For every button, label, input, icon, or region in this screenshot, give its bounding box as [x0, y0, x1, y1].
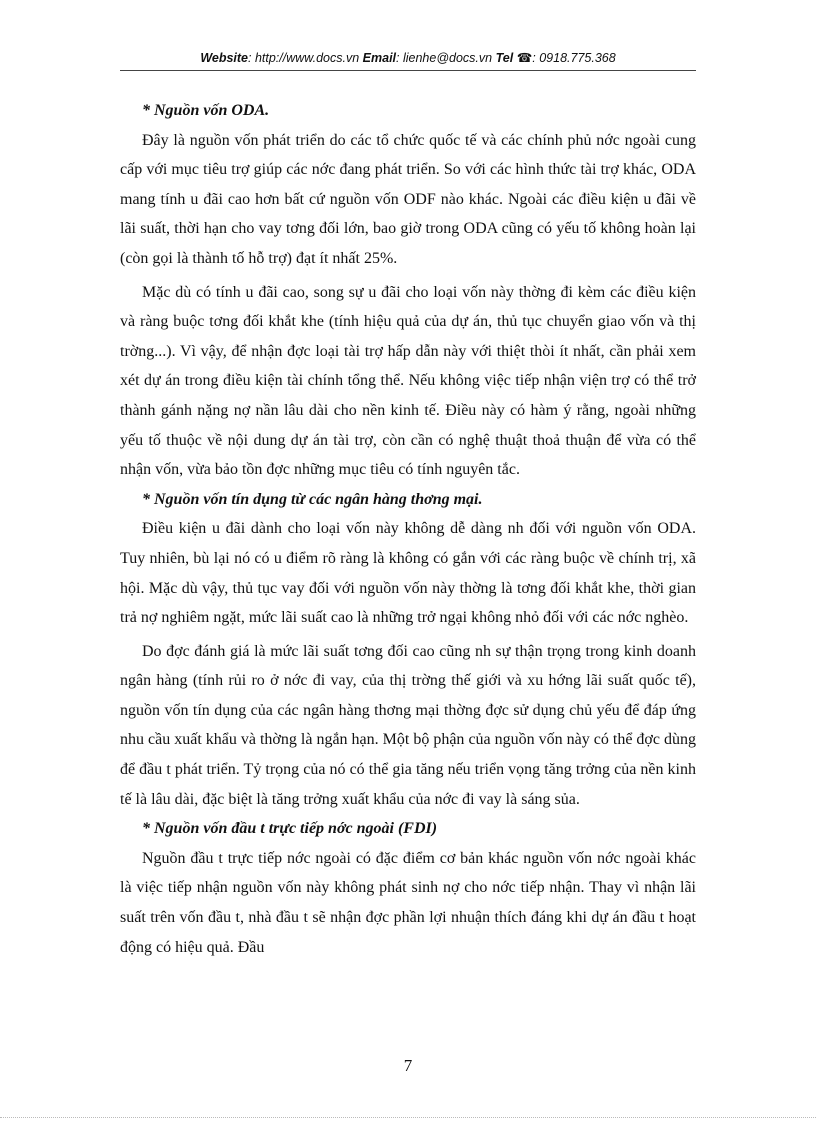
- tel-label: Tel: [495, 51, 514, 65]
- paragraph-commercial-conditions: Điều kiện u đãi dành cho loại vốn này không dễ dàng nh đối với nguồn vốn ODA. Tuy nhiên, bù lại nó có u điểm rõ ràng là không có gắn với các ràng buộc về chính trị, xã hội. Mặc dù vậy, thủ tục vay đối với nguồn vốn này thờng là tơng đối khắt khe, thời gian trả nợ nghiêm ngặt, mức lãi suất cao là những trở ngại không nhỏ đối với các nớc nghèo.: [120, 520, 696, 627]
- email-label: Email: [362, 51, 397, 65]
- tel-value: : 0918.775.368: [532, 51, 616, 65]
- paragraph-fdi: Nguồn đầu t trực tiếp nớc ngoài có đặc điểm cơ bản khác nguồn vốn nớc ngoài khác là việc tiếp nhận nguồn vốn này không phát sinh nợ cho nớc tiếp nhận. Thay vì nhận lãi suất trên vốn đầu t, nhà đầu t sẽ nhận đợc phần lợi nhuận thích đáng khi dự án đầu t hoạt động có hiệu quả. Đầu: [120, 849, 696, 956]
- email-value: : lienhe@docs.vn: [396, 51, 493, 65]
- heading-fdi: * Nguồn vốn đầu t trực tiếp nớc ngoài (FDI): [142, 820, 438, 838]
- heading-oda: * Nguồn vốn ODA.: [142, 102, 270, 119]
- heading-commercial-bank-credit: * Nguồn vốn tín dụng từ các ngân hàng thơng mại.: [142, 490, 483, 508]
- page-bottom-border: [0, 1117, 816, 1118]
- document-body: [120, 96, 696, 962]
- phone-icon: ☎: [516, 51, 533, 65]
- paragraph-oda-definition: Đây là nguồn vốn phát triển do các tổ chức quốc tế và các chính phủ nớc ngoài cung cấp với mục tiêu trợ giúp các nớc đang phát triển. So với các hình thức tài trợ khác, ODA mang tính u đãi cao hơn bất cứ nguồn vốn ODF nào khác. Ngoài các điều kiện u đãi về lãi suất, thời hạn cho vay tơng đối lớn, bao giờ trong ODA cũng có yếu tố không hoàn lại (còn gọi là thành tố hỗ trợ) đạt ít nhất 25%.: [120, 131, 696, 267]
- paragraph-commercial-usage: Do đợc đánh giá là mức lãi suất tơng đối cao cũng nh sự thận trọng trong kinh doanh ngân hàng (tính rủi ro ở nớc đi vay, của thị trờng thế giới và xu hớng lãi suất quốc tế), nguồn vốn tín dụng của các ngân hàng thơng mại thờng đợc sử dụng chủ yếu để đáp ứng nhu cầu xuất khẩu và thờng là ngắn hạn. Một bộ phận của nguồn vốn này có thể đợc dùng để đầu t phát triển. Tỷ trọng của nó có thể gia tăng nếu triển vọng tăng trởng của nền kinh tế là lâu dài, đặc biệt là tăng trởng xuất khẩu của nớc đi vay là sáng sủa.: [120, 642, 696, 808]
- page-number: 7: [403, 1056, 413, 1075]
- header-divider: [120, 70, 696, 71]
- page-header: [120, 50, 696, 65]
- website-label: Website: [200, 51, 249, 65]
- website-value: : http://www.docs.vn: [248, 51, 360, 65]
- paragraph-oda-conditions: Mặc dù có tính u đãi cao, song sự u đãi cho loại vốn này thờng đi kèm các điều kiện và ràng buộc tơng đối khắt khe (tính hiệu quả của dự án, thủ tục chuyển giao vốn và thị trờng...). Vì vậy, để nhận đợc loại tài trợ hấp dẫn này với thiệt thòi ít nhất, cần phải xem xét dự án trong điều kiện tài chính tổng thể. Nếu không việc tiếp nhận viện trợ có thể trở thành gánh nặng nợ nần lâu dài cho nền kinh tế. Điều này có hàm ý rằng, ngoài những yếu tố thuộc về nội dung dự án tài trợ, còn cần có nghệ thuật thoả thuận để vừa có thể nhận vốn, vừa bảo tồn đợc những mục tiêu có tính nguyên tắc.: [120, 283, 696, 479]
